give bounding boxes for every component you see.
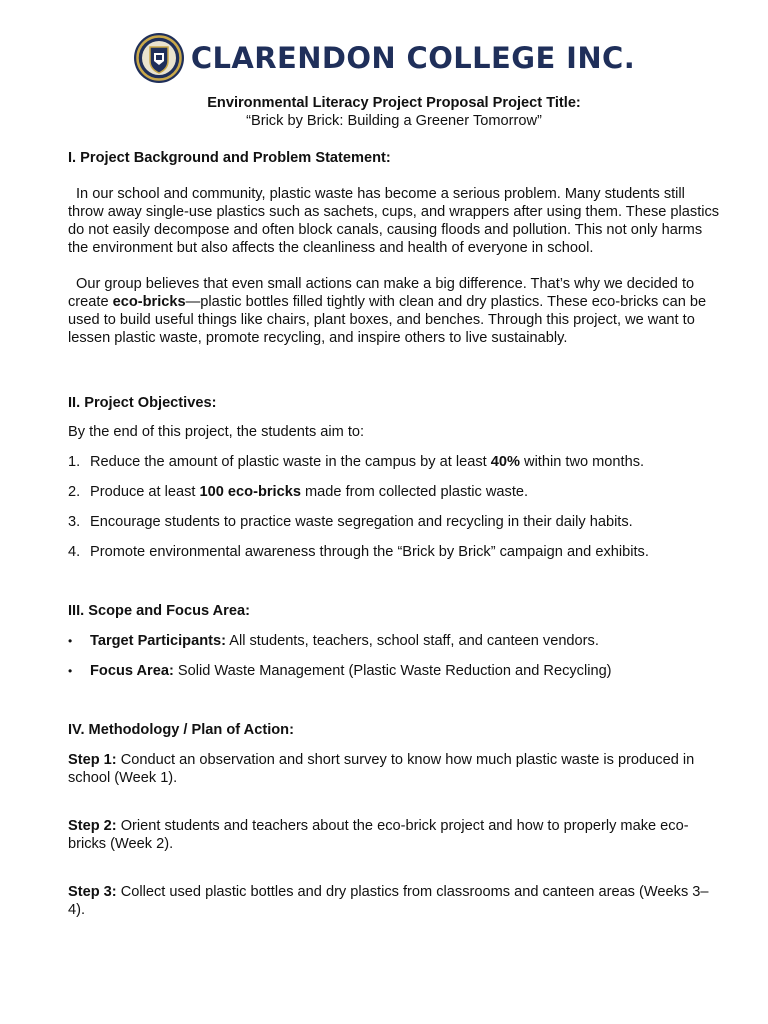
bullet-icon: • — [68, 634, 73, 648]
section-4-heading: IV. Methodology / Plan of Action: — [68, 722, 294, 738]
step-3: Step 3: Collect used plastic bottles and dry plastics from classrooms and canteen areas (Weeks 3–4). — [68, 884, 709, 918]
list-item: • Target Participants: All students, teachers, school staff, and canteen vendors. — [68, 633, 599, 649]
bullet-icon: • — [68, 664, 73, 678]
background-paragraph-2: Our group believes that even small actions can make a big difference. That’s why we decided to create eco-bricks—plastic bottles filled tightly with clean and dry plastics. These eco-bricks can be used to build useful things like chairs, plant boxes, and benches. Through this project, we want to lessen plastic waste, promote recycling, and inspire others to live sustainably. — [68, 276, 707, 346]
college-header — [0, 32, 768, 84]
list-item: • Focus Area: Solid Waste Management (Plastic Waste Reduction and Recycling) — [68, 663, 612, 679]
list-item: 4. Promote environmental awareness through the “Brick by Brick” campaign and exhibits. — [68, 544, 649, 560]
scope-list — [68, 632, 720, 680]
objectives-list — [68, 453, 720, 561]
step-1: Step 1: Conduct an observation and short survey to know how much plastic waste is produced in school (Week 1). — [68, 752, 695, 786]
eco-bricks-term: eco-bricks — [112, 294, 186, 310]
list-item: 1. Reduce the amount of plastic waste in the campus by at least 40% within two months. — [68, 454, 645, 470]
background-paragraph-1: In our school and community, plastic waste has become a serious problem. Many students still throw away single-use plastics such as sachets, cups, and wrappers after using them. These plastics do not easily decompose and often block canals, causing floods and pollution. This not only harms the environment but also affects the cleanliness and health of everyone in school. — [68, 186, 720, 256]
college-seal-icon — [133, 32, 185, 84]
project-title: “Brick by Brick: Building a Greener Tomorrow” — [246, 113, 542, 129]
section-1-heading: I. Project Background and Problem Statement: — [68, 150, 391, 166]
list-item: 2. Produce at least 100 eco-bricks made from collected plastic waste. — [68, 484, 529, 500]
step-2: Step 2: Orient students and teachers about the eco-brick project and how to properly make eco-bricks (Week 2). — [68, 818, 689, 852]
section-2-heading: II. Project Objectives: — [68, 395, 217, 411]
proposal-title: Environmental Literacy Project Proposal Project Title: — [207, 95, 581, 111]
section-3-heading: III. Scope and Focus Area: — [68, 603, 250, 619]
objectives-intro: By the end of this project, the students aim to: — [68, 424, 365, 440]
proposal-body — [68, 92, 720, 919]
list-item: 3. Encourage students to practice waste segregation and recycling in their daily habits. — [68, 514, 633, 530]
college-name: CLARENDON COLLEGE INC. — [190, 41, 636, 75]
